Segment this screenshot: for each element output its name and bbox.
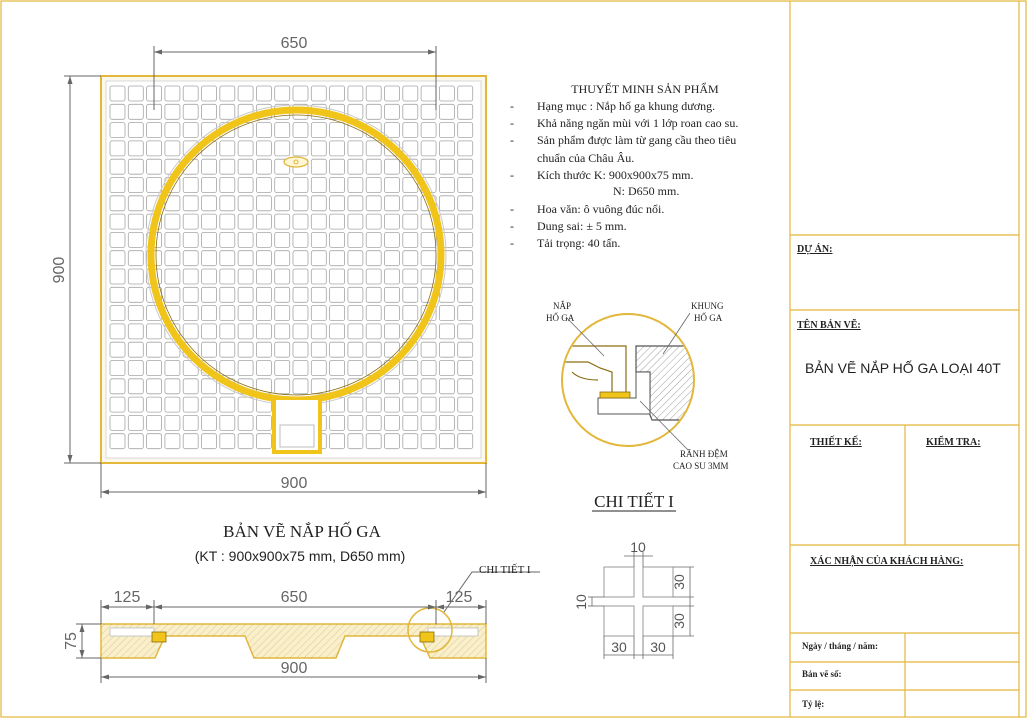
spec-title: THUYẾT MINH SẢN PHẨM xyxy=(571,82,719,96)
title-block xyxy=(790,1,1019,717)
spec-item: Hạng mục : Nắp hố ga khung dương. xyxy=(537,99,716,113)
section-dim-height: 75 xyxy=(63,632,80,650)
plan-view xyxy=(101,76,486,463)
section-view xyxy=(101,608,486,658)
detail-label-groove-2: CAO SU 3MM xyxy=(673,461,729,471)
detail-view xyxy=(546,301,729,511)
spec-item: Khả năng ngăn mùi với 1 lớp roan cao su. xyxy=(537,116,739,130)
section-callout-label: CHI TIẾT I xyxy=(479,564,531,576)
spec-bullet: - xyxy=(510,236,514,250)
spec-item: Tải trọng: 40 tấn. xyxy=(537,236,621,250)
detail-title: CHI TIẾT I xyxy=(594,492,674,511)
drawing-name-value: BẢN VẼ NẮP HỐ GA LOẠI 40T xyxy=(805,360,1001,376)
spec-bullet: - xyxy=(510,202,514,216)
section-dim-bottom: 900 xyxy=(280,660,308,677)
plan-dim-top: 650 xyxy=(280,35,308,52)
designer-label: THIẾT KẾ: xyxy=(810,437,862,448)
spec-item: Sản phẩm được làm từ gang cầu theo tiêu xyxy=(537,133,737,147)
customer-approval-label: XÁC NHẬN CỦA KHÁCH HÀNG: xyxy=(810,556,964,567)
drawing-number-label: Bản vẽ số: xyxy=(802,669,842,679)
detail-label-lid-1: NẮP xyxy=(553,301,572,311)
pattern-detail xyxy=(588,552,694,659)
pattern-dim-bottom-left: 30 xyxy=(611,639,627,655)
spec-bullet: - xyxy=(510,219,514,233)
project-label: DỰ ÁN: xyxy=(797,244,833,255)
detail-label-frame-1: KHUNG xyxy=(691,301,724,311)
date-label: Ngày / tháng / năm: xyxy=(802,641,879,651)
spec-bullet: - xyxy=(510,116,514,130)
spec-item: chuẩn của Châu Âu. xyxy=(537,151,635,165)
plan-title: BẢN VẼ NẮP HỐ GA xyxy=(223,522,381,541)
spec-item: N: D650 mm. xyxy=(613,184,680,198)
pattern-dim-right-bottom: 30 xyxy=(671,613,687,629)
spec-bullet: - xyxy=(510,99,514,113)
spec-item: Kích thước K: 900x900x75 mm. xyxy=(537,168,694,182)
pattern-dim-bottom-right: 30 xyxy=(650,639,666,655)
detail-label-frame-2: HỐ GA xyxy=(694,313,723,323)
section-dim-left: 125 xyxy=(113,589,141,606)
detail-label-lid-2: HỐ GA xyxy=(546,313,575,323)
section-dim-mid: 650 xyxy=(280,589,308,606)
spec-bullet: - xyxy=(510,168,514,182)
plan-dim-bottom: 900 xyxy=(280,475,308,492)
product-spec xyxy=(510,81,738,250)
spec-item: Hoa văn: ô vuông đúc nổi. xyxy=(537,202,665,216)
detail-label-groove-1: RÃNH ĐỆM xyxy=(680,449,728,459)
pattern-dim-right-top: 30 xyxy=(671,574,687,590)
section-dim-right: 125 xyxy=(445,589,473,606)
spec-item: Dung sai: ± 5 mm. xyxy=(537,219,627,233)
pattern-dim-left: 10 xyxy=(573,594,589,610)
lifting-slot-icon xyxy=(284,157,308,167)
spec-bullet: - xyxy=(510,133,514,147)
plan-dim-left: 900 xyxy=(51,256,68,284)
plan-subtitle: (KT : 900x900x75 mm, D650 mm) xyxy=(194,548,406,564)
drawing-name-label: TÊN BẢN VẼ: xyxy=(797,320,861,331)
pattern-dim-top: 10 xyxy=(630,539,646,555)
scale-label: Tỷ lệ: xyxy=(802,699,825,709)
checker-label: KIỂM TRA: xyxy=(926,437,981,448)
